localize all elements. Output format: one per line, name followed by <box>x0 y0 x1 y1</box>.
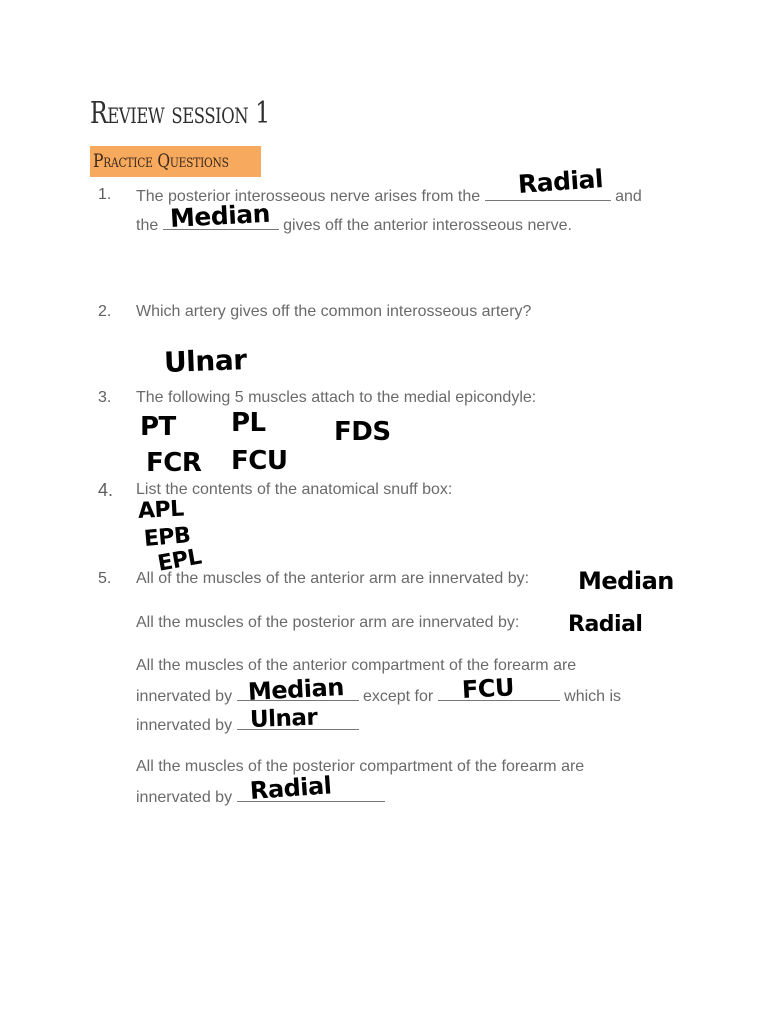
question-3-text: The following 5 muscles attach to the medial epicondyle: <box>136 389 537 406</box>
q5d-text-innervated: innervated by <box>136 789 233 806</box>
handwritten-muscle: PT <box>140 412 176 442</box>
section-heading <box>90 146 261 177</box>
handwritten-answer-median: Median <box>247 673 345 706</box>
handwritten-answer-ulnar: Ulnar <box>249 704 318 733</box>
handwritten-answer-ulnar: Ulnar <box>163 343 248 379</box>
q1-text-before: The posterior interosseous nerve arises from the <box>136 188 481 205</box>
handwritten-muscle: FCU <box>231 446 288 476</box>
handwritten-answer-radial: Radial <box>568 612 643 637</box>
q5c-text-innervated: innervated by <box>136 688 233 705</box>
section-heading-text: Practice Questions <box>93 150 229 172</box>
page-title: Review session 1 <box>90 96 270 131</box>
handwritten-muscle: FCR <box>146 448 202 478</box>
handwritten-content: EPB <box>142 523 192 552</box>
question-5b-text: All the muscles of the posterior arm are innervated by: <box>136 614 520 631</box>
handwritten-answer-median: Median <box>169 198 271 233</box>
question-number-2: 2. <box>98 303 112 320</box>
q5c-text-which: which is <box>564 688 622 705</box>
q1-text-after: and <box>615 188 642 205</box>
handwritten-answer-radial: Radial <box>249 771 333 805</box>
q1-text-rest: gives off the anterior interosseous nerve. <box>283 217 572 234</box>
handwritten-answer-fcu: FCU <box>461 673 515 704</box>
handwritten-muscle: PL <box>231 408 266 438</box>
question-5d-line-1: All the muscles of the posterior compartment of the forearm are <box>136 758 585 775</box>
question-number-5: 5. <box>98 570 112 587</box>
q5c-text-except: except for <box>362 688 434 705</box>
q1-text-the: the <box>136 217 159 234</box>
question-number-3: 3. <box>98 389 112 406</box>
handwritten-content: EPL <box>155 544 204 577</box>
question-5a-text: All of the muscles of the anterior arm are innervated by: <box>136 570 530 587</box>
question-number-4: 4. <box>98 480 114 500</box>
handwritten-answer-radial: Radial <box>516 164 604 199</box>
question-4-text: List the contents of the anatomical snuff box: <box>136 481 453 498</box>
q5c-text-innervated-2: innervated by <box>136 717 233 734</box>
handwritten-content: APL <box>137 496 185 524</box>
question-5c-line-2 <box>136 686 621 706</box>
question-2-text: Which artery gives off the common interosseous artery? <box>136 303 532 320</box>
handwritten-muscle: FDS <box>334 417 391 447</box>
handwritten-answer-median: Median <box>578 567 674 595</box>
question-number-1: 1. <box>98 186 112 203</box>
question-5c-line-3 <box>136 715 359 735</box>
question-5c-line-1: All the muscles of the anterior compartment of the forearm are <box>136 657 577 674</box>
